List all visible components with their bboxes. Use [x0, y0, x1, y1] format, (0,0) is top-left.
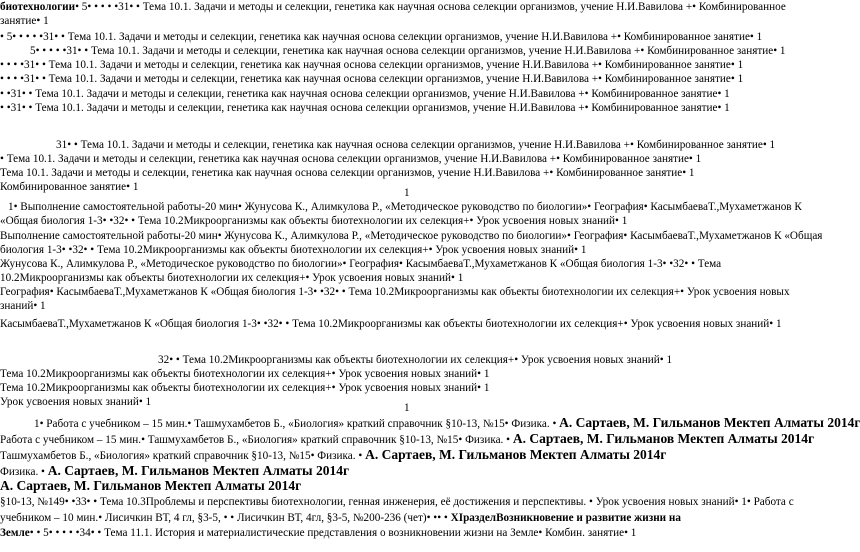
text-line: География• КасымбаеваТ.,Мухаметжанов К «Общая биология 1-3• •32• • Тема 10.2Микроорганизмы как объекты биотехнологии их селекция+• Урок усвоения новых: [0, 286, 790, 298]
text-line-content: учебником – 10 мин.• Лисичкин ВТ, 4 гл, §3-5, • • Лисичкин ВТ, 4гл, §3-5, №200-236 (чет)• •• •: [0, 512, 451, 524]
text-line: «Общая биология 1-3• •32• • Тема 10.2Микроорганизмы как объекты биотехнологии их селекция+• Урок усвоения новых знаний• 1: [0, 215, 628, 227]
text-line: [34, 416, 860, 431]
text-line: • • • •31• • Тема 10.1. Задачи и методы и селекции, генетика как научная основа селекции организмов, учение Н.И.Вавилова +• Комбинированное занятие• 1: [0, 59, 744, 71]
text-line: 32• • Тема 10.2Микроорганизмы как объекты биотехнологии их селекция+• Урок усвоения новых знаний• 1: [158, 354, 673, 366]
text-line: Тема 10.2Микроорганизмы как объекты биотехнологии их селекция+• Урок усвоения новых знаний• 1: [0, 382, 490, 394]
text-line: 5• • • • •31• • Тема 10.1. Задачи и методы и селекции, генетика как научная основа селекции организмов, учение Н.И.Вавилова +• Комбинированное занятие• 1: [30, 45, 786, 57]
text-line-content: Работа с учебником – 15 мин.• Ташмухамбетов Б., «Биология» краткий справочник §10-13, №15• Физика. •: [0, 434, 511, 446]
text-line: Комбинированное занятие• 1: [0, 181, 139, 193]
text-line: • • • •31• • Тема 10.1. Задачи и методы и селекции, генетика как научная основа селекции организмов, учение Н.И.Вавилова +• Комбинированное занятие• 1: [0, 73, 744, 85]
text-line-content: Физика. •: [0, 466, 45, 478]
text-line: знаний• 1: [0, 300, 46, 312]
text-line: [0, 432, 814, 447]
course-title-line: А. Сартаев, М. Гильманов Мектеп Алматы 2014г: [0, 478, 302, 493]
text-line: §10-13, №149• •33• • Тема 10.3Проблемы и перспективы биотехнологии, генная инженерия, её достижения и перспективы. • Урок усвоения новых знаний• 1• Работа с: [0, 496, 794, 508]
course-title: А. Сартаев, М. Гильманов Мектеп Алматы 2014г: [512, 431, 815, 446]
text-line: занятие• 1: [0, 15, 49, 27]
text-line: [0, 511, 681, 525]
course-title: А. Сартаев, М. Гильманов Мектеп Алматы 2014г: [365, 447, 667, 462]
text-line: [0, 464, 349, 479]
text-line: 1• Выполнение самостоятельной работы-20 мин• Жунусова К., Алимкулова Р., «Методическое руководство по биологии»• География• КасымбаеваТ.,Мухаметжанов К: [8, 201, 802, 213]
text-line: [0, 0, 786, 14]
text-line: [0, 448, 666, 463]
course-title: А. Сартаев, М. Гильманов Мектеп Алматы 2014г: [559, 415, 860, 430]
text-line: Выполнение самостоятельной работы-20 мин• Жунусова К., Алимкулова Р., «Методическое руководство по биологии»• География• КасымбаеваТ.,Мухаметжанов К «Общая: [0, 230, 823, 242]
text-line: 10.2Микроорганизмы как объекты биотехнологии их селекция+• Урок усвоения новых знаний• 1: [0, 272, 464, 284]
header-word: биотехнологии: [0, 1, 76, 13]
course-title: А. Сартаев, М. Гильманов Мектеп Алматы 2014г: [47, 463, 350, 478]
text-line: • •31• • Тема 10.1. Задачи и методы и селекции, генетика как научная основа селекции организмов, учение Н.И.Вавилова +• Комбинированное занятие• 1: [0, 88, 730, 100]
text-line: 31• • Тема 10.1. Задачи и методы и селекции, генетика как научная основа селекции организмов, учение Н.И.Вавилова +• Комбинированное занятие• 1: [56, 139, 776, 151]
text-line: • 5• • • • •31• • Тема 10.1. Задачи и методы и селекции, генетика как научная основа селекции организмов, учение Н.И.Вавилова +• Комбинированное занятие• 1: [0, 31, 763, 43]
text-line-content: • 5• • • • •31• • Тема 10.1. Задачи и методы и селекции, генетика как научная основа селекции организмов, учение Н.И.Вавилова +• Комбинированное: [75, 1, 786, 13]
page-number: 1: [404, 187, 410, 199]
text-line: Жунусова К., Алимкулова Р., «Методическое руководство по биологии»• География• КасымбаеваТ.,Мухаметжанов К «Общая биология 1-3• •32• • Тема: [0, 258, 722, 270]
text-line-content: Ташмухамбетов Б., «Биология» краткий справочник §10-13, №15• Физика. •: [0, 450, 363, 462]
text-line: • •31• • Тема 10.1. Задачи и методы и селекции, генетика как научная основа селекции организмов, учение Н.И.Вавилова +• Комбинированное занятие• 1: [0, 102, 730, 114]
text-line-content: 1• Работа с учебником – 15 мин.• Ташмухамбетов Б., «Биология» краткий справочник §10-13, №15• Физика. •: [34, 418, 557, 430]
text-line: Тема 10.1. Задачи и методы и селекции, генетика как научная основа селекции организмов, учение Н.И.Вавилова +• Комбинированное занятие• 1: [0, 167, 695, 179]
text-line: [0, 526, 636, 540]
section-word: Земле: [0, 527, 30, 539]
text-line: Тема 10.2Микроорганизмы как объекты биотехнологии их селекция+• Урок усвоения новых знаний• 1: [0, 368, 490, 380]
text-line: Урок усвоения новых знаний• 1: [0, 396, 152, 408]
text-line: КасымбаеваТ.,Мухаметжанов К «Общая биология 1-3• •32• • Тема 10.2Микроорганизмы как объекты биотехнологии их селекция+• Урок усвоения новых знаний• 1: [0, 318, 782, 330]
section-title: XIразделВозникновение и развитие жизни на: [450, 512, 681, 524]
text-line: биология 1-3• •32• • Тема 10.2Микроорганизмы как объекты биотехнологии их селекция+• Урок усвоения новых знаний• 1: [0, 244, 587, 256]
text-line-content: • • 5• • • • •34• • Тема 11.1. История и материалистические представления о возникновении жизни на Земле• Комбин. занятие• 1: [29, 527, 637, 539]
text-line: • Тема 10.1. Задачи и методы и селекции, генетика как научная основа селекции организмов, учение Н.И.Вавилова +• Комбинированное занятие• 1: [0, 153, 702, 165]
page-number: 1: [404, 402, 410, 414]
